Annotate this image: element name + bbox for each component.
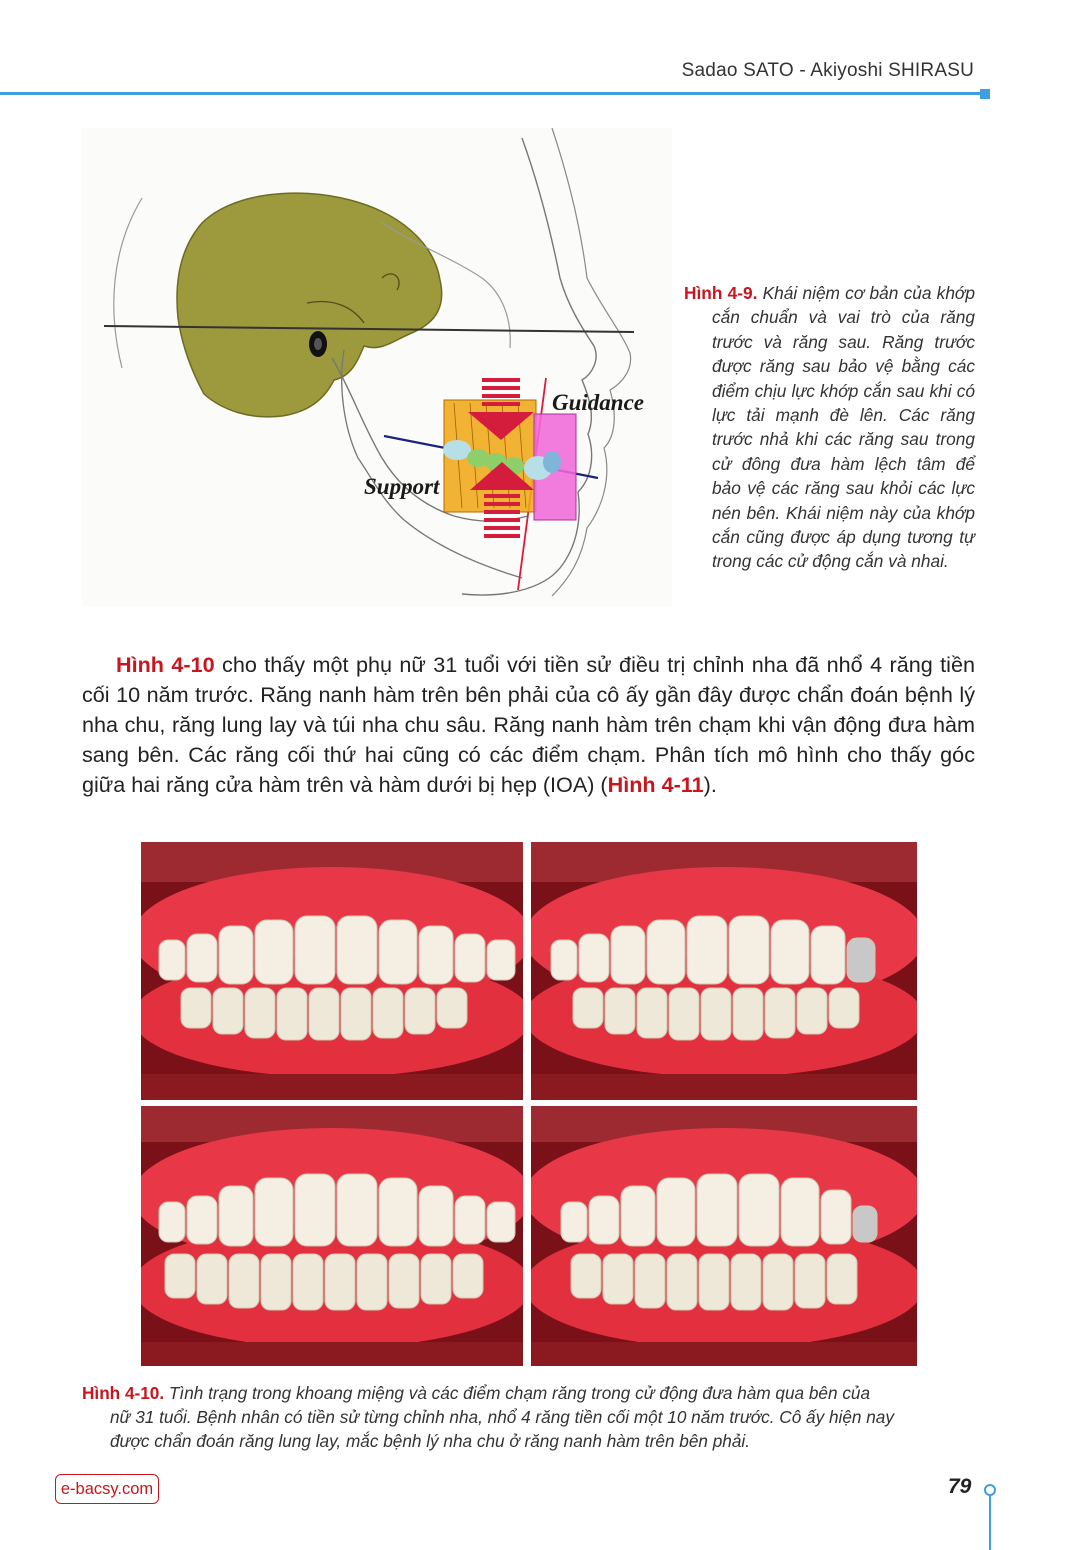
figure-4-9-caption [684,281,975,574]
figure-4-10-caption-line3: được chẩn đoán răng lung lay, mắc bệnh lý nha chu ở răng nanh hàm trên bên phải. [110,1431,751,1451]
figure-4-10-caption-line2: nữ 31 tuổi. Bệnh nhân có tiền sử từng chỉnh nha, nhổ 4 răng tiền cối một 10 năm trước. Cô ấy hiện nay [110,1407,894,1427]
intraoral-photo-bottom-left [141,1106,523,1366]
header-square [980,89,990,99]
figure-4-10-label: Hình 4-10. [82,1383,165,1403]
footer-vertical-line [989,1496,991,1550]
footer-site-link[interactable]: e-bacsy.com [55,1474,159,1504]
figure-4-9-diagram [82,128,672,606]
body-text-part1: cho thấy một phụ nữ 31 tuổi với tiền sử điều trị chỉnh nha đã nhổ 4 răng tiền cối 10 năm trước. Răng nanh hàm trên bên phải của cô ấy gần đây được chẩn đoán bệnh lý nha chu, răng lung lay và túi nha chu sâu. Răng nanh hàm trên chạm khi vận động đưa hàm sang bên. Các răng cối thứ hai cũng có các điểm chạm. Phân tích mô hình cho thấy góc giữa hai răng cửa hàm trên và hàm dưới bị hẹp (IOA) ( [82,652,975,797]
header-author: Sadao SATO - Akiyoshi SHIRASU [681,60,974,81]
figure-4-9-label: Hình 4-9. [684,283,758,303]
label-guidance: Guidance [552,390,644,415]
figure-4-10-photo-grid [141,842,917,1366]
ref-figure-4-11[interactable]: Hình 4-11 [607,772,704,797]
label-support: Support [364,474,440,499]
ear-rod-center [314,338,322,350]
body-paragraph [82,650,975,800]
page-number: 79 [948,1475,972,1498]
ref-figure-4-10[interactable]: Hình 4-10 [116,652,215,677]
body-text-part2: ). [703,772,717,797]
intraoral-photo-bottom-right [531,1106,917,1366]
diagram-background [82,128,672,606]
intraoral-photo-top-right [531,842,917,1100]
footer-circle-ornament [984,1484,996,1496]
figure-4-10-caption-line1: Tình trạng trong khoang miệng và các điểm chạm răng trong cử động đưa hàm qua bên của [164,1383,871,1403]
header-rule [0,92,984,95]
figure-4-9-caption-text: Khái niệm cơ bản của khớp cắn chuẩn và vai trò của răng trước và răng sau. Răng trước được răng sau bảo vệ bằng các điểm chịu lực khớp cắn sau khi có lực tải mạnh đè lên. Các răng trước nhả khi các răng sau trong cử đông đưa hàm lệch tâm để bảo vệ các răng sau khỏi các lực nén bên. Khái niệm này của khớp cắn cũng được áp dụng tương tự trong các cử động cắn và nhai. [712,283,975,572]
intraoral-photo-top-left [141,842,523,1100]
figure-4-10-caption [82,1381,975,1453]
